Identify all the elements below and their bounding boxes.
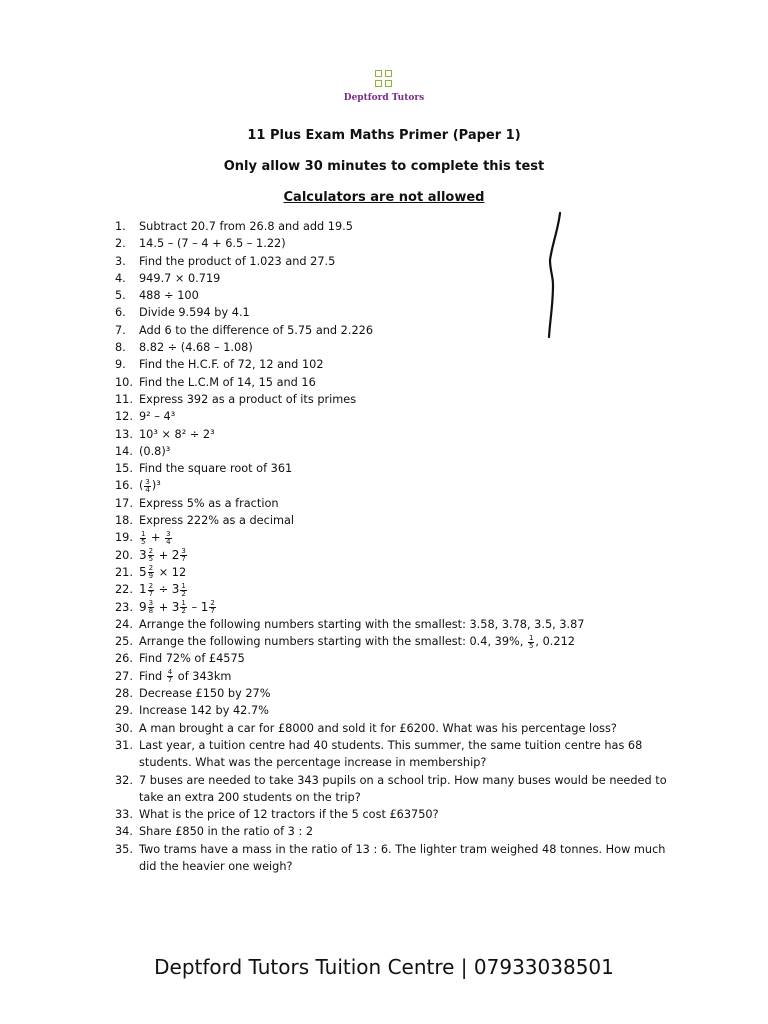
question-item xyxy=(115,408,675,425)
question-number: 32. xyxy=(115,773,133,787)
question-item xyxy=(115,218,675,235)
calculator-notice: Calculators are not allowed xyxy=(283,190,485,205)
question-text: Find the L.C.M of 14, 15 and 16 xyxy=(139,375,316,389)
question-text: Find 72% of £4575 xyxy=(139,652,245,666)
question-item xyxy=(115,772,675,807)
question-number: 5. xyxy=(115,289,126,303)
question-item xyxy=(115,616,675,633)
question-number: 8. xyxy=(115,341,126,355)
question-number: 18. xyxy=(115,514,133,528)
question-item xyxy=(115,599,675,616)
question-number: 13. xyxy=(115,427,133,441)
question-text: (0.8)³ xyxy=(139,444,171,458)
question-number: 30. xyxy=(115,721,133,735)
page-subtitle: Only allow 30 minutes to complete this test xyxy=(223,159,545,174)
calculator-notice-row xyxy=(0,190,768,205)
question-item xyxy=(115,287,675,304)
question-text: 949.7 × 0.719 xyxy=(139,271,221,285)
question-number: 10. xyxy=(115,375,133,389)
question-number: 23. xyxy=(115,600,133,614)
question-text: 7 buses are needed to take 343 pupils on a school trip. How many buses would be needed to take an extra 200 students on the trip? xyxy=(139,773,667,804)
question-item xyxy=(115,806,675,823)
question-text: Find $\frac{4}{7}$ of 343km xyxy=(139,668,232,685)
question-text: ( $\frac{3}{4}$ )³ xyxy=(139,477,161,494)
question-text: Find the product of 1.023 and 27.5 xyxy=(139,254,336,268)
question-number: 20. xyxy=(115,548,133,562)
question-item xyxy=(115,547,675,564)
footer-text: Deptford Tutors Tuition Centre | 07933038501 xyxy=(154,955,614,979)
question-text: 9² – 4³ xyxy=(139,410,176,424)
question-number: 6. xyxy=(115,306,126,320)
question-text: 1 $\frac{2}{7}$ ÷ 3 $\frac{1}{2}$ xyxy=(139,581,186,598)
question-item xyxy=(115,460,675,477)
question-number: 29. xyxy=(115,704,133,718)
question-text: Subtract 20.7 from 26.8 and add 19.5 xyxy=(139,220,353,233)
question-number: 26. xyxy=(115,652,133,666)
question-item xyxy=(115,253,675,270)
question-item xyxy=(115,304,675,321)
question-number: 15. xyxy=(115,462,133,476)
question-list xyxy=(115,218,675,875)
question-number: 4. xyxy=(115,271,126,285)
question-number: 3. xyxy=(115,254,126,268)
question-text: Find the H.C.F. of 72, 12 and 102 xyxy=(139,358,324,372)
question-item xyxy=(115,564,675,581)
question-text: 5 $\frac{2}{9}$ × 12 xyxy=(139,564,187,581)
question-item xyxy=(115,823,675,840)
question-item xyxy=(115,512,675,529)
question-number: 22. xyxy=(115,583,133,597)
question-text: 8.82 ÷ (4.68 – 1.08) xyxy=(139,341,253,355)
question-number: 28. xyxy=(115,687,133,701)
question-text: Find the square root of 361 xyxy=(139,462,293,476)
question-item xyxy=(115,356,675,373)
question-item xyxy=(115,633,675,650)
question-item xyxy=(115,339,675,356)
question-text: Express 5% as a fraction xyxy=(139,496,279,510)
question-item xyxy=(115,477,675,494)
question-item xyxy=(115,668,675,685)
question-text: Last year, a tuition centre had 40 students. This summer, the same tuition centre has 68 students. What was the percentage increase in membership? xyxy=(139,738,643,770)
question-number: 14. xyxy=(115,444,133,458)
question-item xyxy=(115,581,675,598)
question-item xyxy=(115,702,675,719)
question-item xyxy=(115,426,675,443)
question-text: 9 $\frac{3}{8}$ + 3 $\frac{1}{2}$ – 1 $\frac{2}{7}$ xyxy=(139,599,215,616)
question-number: 33. xyxy=(115,808,133,822)
question-text: Arrange the following numbers starting with the smallest: 3.58, 3.78, 3.5, 3.87 xyxy=(139,617,585,631)
question-item xyxy=(115,270,675,287)
question-text: Arrange the following numbers starting with the smallest: 0.4, 39%, $\frac{1}{5}$ , 0.212 xyxy=(139,633,575,650)
question-item xyxy=(115,391,675,408)
question-text: $\frac{1}{5}$ + $\frac{3}{4}$ xyxy=(141,529,171,546)
question-number: 16. xyxy=(115,479,133,493)
question-number: 9. xyxy=(115,358,126,372)
question-item xyxy=(115,443,675,460)
question-item xyxy=(115,737,675,772)
question-number: 35. xyxy=(115,842,133,856)
question-text: 14.5 – (7 – 4 + 6.5 – 1.22) xyxy=(139,237,286,251)
question-text: What is the price of 12 tractors if the 5 cost £63750? xyxy=(139,808,439,822)
logo xyxy=(0,70,768,103)
question-item xyxy=(115,495,675,512)
question-number: 25. xyxy=(115,635,133,649)
question-number: 34. xyxy=(115,825,133,839)
question-number: 11. xyxy=(115,392,133,406)
question-number: 7. xyxy=(115,323,126,337)
question-text: Decrease £150 by 27% xyxy=(139,687,271,701)
question-number: 1. xyxy=(115,220,126,233)
question-number: 19. xyxy=(115,531,133,545)
question-text: Increase 142 by 42.7% xyxy=(139,704,269,718)
page-title: 11 Plus Exam Maths Primer (Paper 1) xyxy=(247,128,521,143)
question-number: 21. xyxy=(115,565,133,579)
question-text: Express 222% as a decimal xyxy=(139,514,295,528)
question-number: 2. xyxy=(115,237,126,251)
question-item xyxy=(115,720,675,737)
question-text: Share £850 in the ratio of 3 : 2 xyxy=(139,825,314,839)
question-item xyxy=(115,841,675,876)
question-number: 17. xyxy=(115,496,133,510)
question-text: Express 392 as a product of its primes xyxy=(139,392,357,406)
question-number: 24. xyxy=(115,617,133,631)
question-item xyxy=(115,650,675,667)
question-number: 12. xyxy=(115,410,133,424)
question-text: 10³ × 8² ÷ 2³ xyxy=(139,427,215,441)
question-text: 488 ÷ 100 xyxy=(139,289,199,303)
question-number: 31. xyxy=(115,738,133,752)
question-text: Add 6 to the difference of 5.75 and 2.226 xyxy=(139,323,374,337)
question-number: 27. xyxy=(115,669,133,683)
question-item xyxy=(115,374,675,391)
grid-logo-icon xyxy=(375,70,393,88)
question-item xyxy=(115,235,675,252)
question-text: A man brought a car for £8000 and sold it for £6200. What was his percentage loss? xyxy=(139,721,617,735)
logo-name: Deptford Tutors xyxy=(343,93,425,103)
question-text: 3 $\frac{2}{5}$ + 2 $\frac{3}{7}$ xyxy=(139,547,186,564)
question-item xyxy=(115,685,675,702)
question-text: Divide 9.594 by 4.1 xyxy=(139,306,250,320)
question-item xyxy=(115,322,675,339)
question-text: Two trams have a mass in the ratio of 13 : 6. The lighter tram weighed 48 tonnes. How much did the heavier one weigh? xyxy=(139,842,666,873)
question-item xyxy=(115,529,675,546)
